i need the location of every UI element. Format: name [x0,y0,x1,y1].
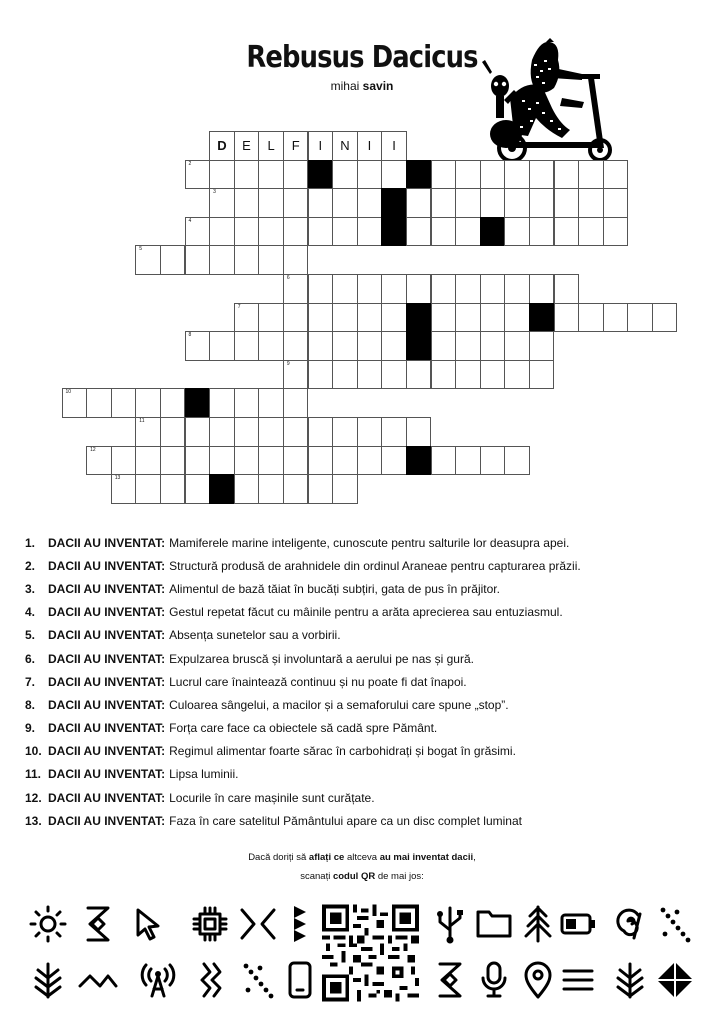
crossword-cell[interactable] [258,160,284,190]
crossword-cell[interactable] [504,188,530,218]
crossword-cell[interactable] [578,303,604,333]
crossword-cell[interactable] [258,331,284,361]
crossword-cell[interactable] [283,474,309,504]
crossword-cell[interactable] [332,217,358,247]
crossword-cell[interactable] [234,331,260,361]
crossword-cell [381,217,407,247]
crossword-cell [406,303,432,333]
crossword-cell[interactable] [455,274,481,304]
crossword-cell[interactable] [86,446,112,476]
crossword-cell[interactable] [332,303,358,333]
clue-prefix: DACII AU INVENTAT: [48,628,166,643]
crossword-cell[interactable] [381,160,407,190]
crossword-cell[interactable] [431,360,457,390]
crossword-cell[interactable] [234,160,260,190]
clue-text: Locurile în care mașinile sunt curățate. [169,790,375,805]
clue-item [25,693,705,716]
crossword-cell[interactable] [258,388,284,418]
crossword-cell[interactable] [332,446,358,476]
clue-item [25,554,705,577]
crossword-cell[interactable] [308,274,334,304]
crossword-cell[interactable] [283,303,309,333]
clue-number: 6. [25,651,36,666]
crossword-cell[interactable] [209,417,235,447]
clue-item [25,809,705,832]
clue-number: 11. [25,767,42,782]
clue-text: Regimul alimentar foarte sărac în carbohidrați și bogat în grăsimi. [169,744,516,759]
crossword-cell[interactable] [357,274,383,304]
crossword-cell[interactable] [357,188,383,218]
crossword-cell[interactable] [308,303,334,333]
crossword-cell[interactable] [332,160,358,190]
crossword-cell[interactable] [332,188,358,218]
crossword-cell [406,331,432,361]
crossword-cell[interactable] [381,417,407,447]
clue-item [25,531,705,554]
clue-prefix: DACII AU INVENTAT: [48,721,166,736]
crossword-cell[interactable] [504,303,530,333]
crossword-cell[interactable] [603,160,629,190]
clue-item [25,717,705,740]
crossword-cell[interactable] [258,188,284,218]
crossword-cell [381,188,407,218]
crossword-cell[interactable] [185,331,211,361]
footer-text: , [473,852,476,863]
footer-text: de mai jos: [375,871,424,882]
clue-text: Culoarea sângelui, a macilor și a semaforului care spune „stop”. [169,697,509,712]
clue-text: Mamiferele marine inteligente, cunoscute pentru salturile lor deasupra apei. [169,535,570,550]
clue-text: Lucrul care înaintează continuu și nu poate fi dat înapoi. [169,674,467,689]
crossword-cell[interactable] [135,417,161,447]
footer-bold: au mai inventat dacii [379,852,474,863]
footer-line-2 [0,871,724,882]
crossword-cell[interactable] [357,417,383,447]
crossword-cell[interactable] [529,360,555,390]
crossword-cell[interactable] [554,217,580,247]
crossword-cell[interactable] [209,160,235,190]
solution-cell[interactable] [258,131,284,161]
microphone-icon [474,960,514,1000]
solution-letter: I [392,138,396,154]
antenna-icon [138,960,178,1000]
menu-lines-icon [558,960,598,1000]
dacian-symbol-icon [78,904,118,944]
crossword-cell[interactable] [455,188,481,218]
crossword-cell[interactable] [332,360,358,390]
clue-text: Alimentul de bază tăiat în bucăți subțiri, gata de pus în prăjitor. [169,581,500,596]
crossword-cell[interactable] [308,417,334,447]
footer-bold: codul QR [332,871,376,882]
clue-list [25,531,705,832]
crossword-cell[interactable] [480,188,506,218]
clue-text: Faza în care satelitul Pământului apare ca un disc complet luminat [169,813,522,828]
play-arrows-icon [280,904,320,944]
crossword-cell[interactable] [455,217,481,247]
crossword-cell[interactable] [234,388,260,418]
crossword-cell[interactable] [529,188,555,218]
chip-icon [190,904,230,944]
dots-slash-icon [238,960,278,1000]
crossword-cell[interactable] [258,217,284,247]
solution-cell[interactable] [234,131,260,161]
solution-letter: I [318,138,323,154]
clue-text: Expulzarea bruscă și involuntară a aerului pe nas și gură. [169,651,474,666]
crossword-cell[interactable] [209,217,235,247]
crossword-cell[interactable] [185,160,211,190]
crossword-cell[interactable] [504,360,530,390]
solution-letter: D [217,138,227,154]
crossword-cell[interactable] [455,360,481,390]
crossword-cell [308,160,334,190]
qr-code[interactable] [322,903,419,1003]
crossword-cell[interactable] [431,303,457,333]
row-number: 12 [90,446,96,453]
crossword-cell[interactable] [185,474,211,504]
crossword-cell[interactable] [185,446,211,476]
crossword-cell[interactable] [209,388,235,418]
crossword-cell[interactable] [283,331,309,361]
folder-icon [474,904,514,944]
wheat-icon [28,960,68,1000]
row-number: 2 [188,160,192,167]
crossword-cell[interactable] [283,217,309,247]
crossword-cell[interactable] [603,217,629,247]
row-number: 11 [139,418,145,424]
row-number: 10 [65,389,72,396]
crossword-cell[interactable] [529,274,555,304]
crossword-cell[interactable] [258,446,284,476]
crossword-cell[interactable] [234,188,260,218]
solution-cell[interactable] [283,131,309,161]
crossword-cell[interactable] [480,446,506,476]
clue-item [25,740,705,763]
footer-line-1 [0,852,724,863]
crossword-cell[interactable] [455,303,481,333]
clue-item [25,763,705,786]
crossword-cell[interactable] [504,331,530,361]
crossword-cell[interactable] [381,274,407,304]
crossword-cell[interactable] [283,245,309,275]
crossword-cell[interactable] [209,331,235,361]
clue-item [25,624,705,647]
dacian-symbol-icon [430,960,470,1000]
clue-number: 12. [25,790,42,805]
row-number: 6 [286,275,290,281]
crossword-cell[interactable] [357,446,383,476]
solution-letter: E [242,138,251,154]
phone-icon [280,960,320,1000]
crossword-cell[interactable] [209,245,235,275]
crossword-cell[interactable] [135,388,161,418]
crossword-cell[interactable] [283,188,309,218]
clue-number: 5. [25,628,36,643]
crossword-cell[interactable] [504,446,530,476]
usb-icon [430,904,470,944]
clue-number: 10. [25,744,42,759]
crossword-cell[interactable] [406,217,432,247]
spiral-icon [610,904,650,944]
crossword-cell[interactable] [504,217,530,247]
crossword-cell[interactable] [332,331,358,361]
crossword-cell[interactable] [529,331,555,361]
solution-cell[interactable] [209,131,235,161]
crossword-cell[interactable] [135,245,161,275]
crossword-cell[interactable] [357,360,383,390]
crossword-cell[interactable] [135,474,161,504]
location-pin-icon [518,960,558,1000]
solution-letter: F [291,138,300,154]
wheat-icon [610,960,650,1000]
crossword-cell[interactable] [258,417,284,447]
wavy-lines-icon [190,960,230,1000]
row-number: 7 [237,303,241,310]
crossword-cell[interactable] [160,388,186,418]
crossword-cell[interactable] [431,446,457,476]
crossword-cell[interactable] [357,303,383,333]
crossword-cell[interactable] [308,474,334,504]
solution-letter: I [367,138,372,154]
crossword-cell[interactable] [160,245,186,275]
crossword-cell[interactable] [455,160,481,190]
clue-item [25,670,705,693]
clue-item [25,647,705,670]
cursor-icon [128,904,168,944]
crossword-cell[interactable] [332,474,358,504]
row-number: 13 [114,475,121,482]
crossword-cell[interactable] [160,417,186,447]
crossword-cell[interactable] [332,417,358,447]
clue-prefix: DACII AU INVENTAT: [48,581,166,596]
clue-text: Lipsa luminii. [169,767,239,782]
brackets-icon [238,904,278,944]
crossword-cell[interactable] [308,331,334,361]
crossword-cell [185,388,211,418]
crossword-cell[interactable] [480,160,506,190]
crossword-cell[interactable] [578,188,604,218]
crossword-cell[interactable] [381,303,407,333]
clue-number: 9. [25,721,36,736]
crossword-cell[interactable] [258,245,284,275]
crossword-cell[interactable] [554,160,580,190]
clue-text: Forța care face ca obiectele să cadă spre Pământ. [169,721,438,736]
crossword-cell[interactable] [381,331,407,361]
crossword-cell[interactable] [234,303,260,333]
clue-item [25,601,705,624]
crossword-cell[interactable] [111,388,137,418]
crossword-cell[interactable] [135,446,161,476]
crossword-cell[interactable] [185,217,211,247]
clue-prefix: DACII AU INVENTAT: [48,535,166,550]
crossword-cell[interactable] [185,245,211,275]
crossword-cell[interactable] [308,446,334,476]
clue-text: Structură produsă de arahnidele din ordinul Araneae pentru capturarea prăzii. [169,558,581,573]
crossword-cell[interactable] [160,446,186,476]
clue-text: Absența sunetelor sau a vorbirii. [169,628,341,643]
row-number: 3 [213,189,216,196]
crossword-cell[interactable] [209,188,235,218]
crossword-cell[interactable] [234,217,260,247]
crossword-cell[interactable] [381,446,407,476]
crossword-cell[interactable] [160,474,186,504]
footer-text: Dacă doriți să [248,852,309,863]
crossword-cell [529,303,555,333]
footer-text: altceva [344,852,380,863]
solution-cell[interactable] [308,131,334,161]
crossword-cell[interactable] [209,446,235,476]
crossword-cell [209,474,235,504]
crossword-cell[interactable] [529,160,555,190]
crossword-cell[interactable] [504,160,530,190]
crossword-cell[interactable] [504,274,530,304]
crossword-cell[interactable] [578,217,604,247]
crossword-cell[interactable] [431,331,457,361]
crossword-cell[interactable] [258,474,284,504]
crossword-cell[interactable] [357,160,383,190]
crossword-cell[interactable] [308,188,334,218]
crossword-cell[interactable] [234,245,260,275]
clue-prefix: DACII AU INVENTAT: [48,697,166,712]
clue-text: Gestul repetat făcut cu mâinile pentru a arăta aprecierea sau entuziasmul. [169,605,563,620]
clue-prefix: DACII AU INVENTAT: [48,558,166,573]
crossword-cell[interactable] [431,160,457,190]
row-number: 5 [139,246,143,253]
crossword-cell[interactable] [455,331,481,361]
crossword-cell[interactable] [627,303,653,333]
crossword-cell[interactable] [111,446,137,476]
clue-number: 13. [25,813,42,828]
crossword-cell[interactable] [406,417,432,447]
crossword-cell[interactable] [234,417,260,447]
clue-number: 1. [25,535,36,550]
crossword-cell[interactable] [431,217,457,247]
crossword-cell[interactable] [431,188,457,218]
clue-number: 7. [25,674,36,689]
footer-text: scanați [300,871,333,882]
crossword-cell[interactable] [480,331,506,361]
crossword-cell [480,217,506,247]
crossword-cell[interactable] [578,160,604,190]
dacian-scooter-logo [470,38,618,166]
clue-prefix: DACII AU INVENTAT: [48,813,166,828]
crossword-cell[interactable] [406,274,432,304]
crossword-cell[interactable] [480,303,506,333]
crossword-cell[interactable] [234,474,260,504]
fir-tree-icon [518,904,558,944]
sun-icon [28,904,68,944]
clue-prefix: DACII AU INVENTAT: [48,767,166,782]
clue-number: 4. [25,605,36,620]
page-title: Rebusus Dacicus [246,40,478,75]
crossword-cell[interactable] [283,160,309,190]
footer-bold: aflați ce [308,852,345,863]
crossword-cell[interactable] [554,303,580,333]
crossword-cell[interactable] [308,217,334,247]
clue-number: 3. [25,581,36,596]
clue-prefix: DACII AU INVENTAT: [48,674,166,689]
clue-item [25,577,705,600]
crossword-cell[interactable] [652,303,678,333]
author-last: savin [362,79,394,93]
crossword-cell[interactable] [86,388,112,418]
clue-item [25,786,705,809]
author-first: mihai [330,79,360,93]
solution-cell[interactable] [332,131,358,161]
battery-icon [558,904,598,944]
crossword-cell[interactable] [357,331,383,361]
crossword-cell [406,160,432,190]
crossword-cell[interactable] [308,360,334,390]
clue-prefix: DACII AU INVENTAT: [48,790,166,805]
crossword-cell[interactable] [283,274,309,304]
crossword-cell[interactable] [283,446,309,476]
crossword-cell[interactable] [185,417,211,447]
solution-cell[interactable] [381,131,407,161]
solution-letter: N [340,138,350,154]
crossword-cell[interactable] [554,188,580,218]
crossword-cell[interactable] [455,446,481,476]
clue-prefix: DACII AU INVENTAT: [48,651,166,666]
row-number: 4 [188,217,192,224]
crossword-cell[interactable] [357,217,383,247]
crossword-cell[interactable] [480,360,506,390]
clue-number: 2. [25,558,36,573]
crossword-cell[interactable] [431,274,457,304]
crossword-cell[interactable] [480,274,506,304]
crossword-cell[interactable] [332,274,358,304]
row-number: 9 [286,360,290,367]
crossword-cell[interactable] [406,188,432,218]
crossword-cell[interactable] [603,188,629,218]
crossword-cell[interactable] [529,217,555,247]
clue-prefix: DACII AU INVENTAT: [48,744,166,759]
crossword-cell[interactable] [283,388,309,418]
crossword-cell[interactable] [283,360,309,390]
crossword-cell[interactable] [234,446,260,476]
solution-letter: L [267,138,275,154]
crossword-cell[interactable] [111,474,137,504]
crossword-cell [406,446,432,476]
crossword-cell[interactable] [283,417,309,447]
crossword-cell[interactable] [381,360,407,390]
row-number: 8 [188,332,192,339]
clue-number: 8. [25,697,36,712]
clue-prefix: DACII AU INVENTAT: [48,605,166,620]
crossword-cell[interactable] [62,388,88,418]
dots-slash-icon [655,904,695,944]
diamond-icon [655,960,695,1000]
crossword-cell[interactable] [258,303,284,333]
solution-cell[interactable] [357,131,383,161]
crossword-cell[interactable] [554,274,580,304]
zigzag-icon [78,960,118,1000]
crossword-cell[interactable] [603,303,629,333]
crossword-cell[interactable] [406,360,432,390]
